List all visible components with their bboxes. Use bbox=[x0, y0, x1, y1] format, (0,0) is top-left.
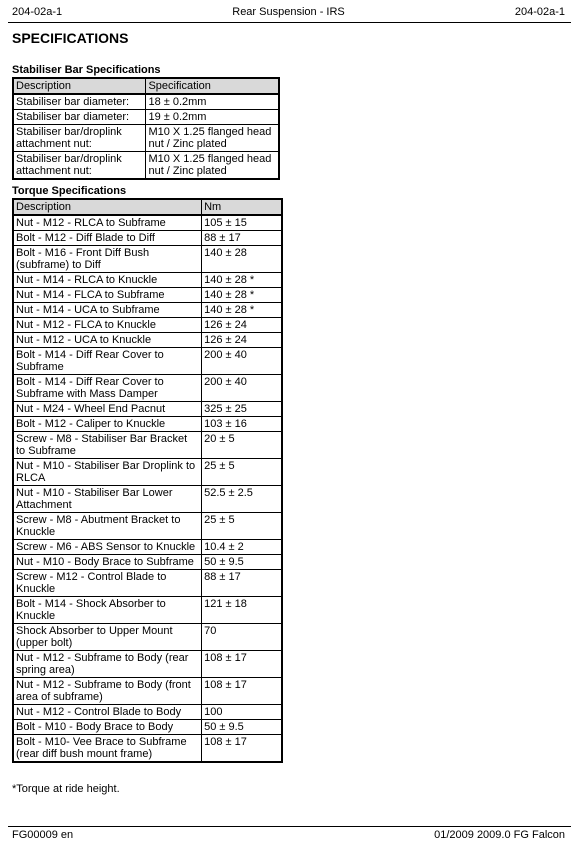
description-cell: Nut - M10 - Body Brace to Subframe bbox=[13, 555, 202, 570]
description-cell: Shock Absorber to Upper Mount (upper bolt) bbox=[13, 624, 202, 651]
description-cell: Stabiliser bar/droplink attachment nut: bbox=[13, 125, 146, 152]
description-cell: Nut - M12 - Subframe to Body (rear spring area) bbox=[13, 651, 202, 678]
value-cell: 100 bbox=[202, 705, 282, 720]
torque-row bbox=[13, 540, 282, 555]
description-cell: Nut - M12 - RLCA to Subframe bbox=[13, 215, 202, 231]
header-left-ref: 204-02a-1 bbox=[12, 6, 63, 18]
torque-row bbox=[13, 215, 282, 231]
stabiliser-heading: Stabiliser Bar Specifications bbox=[12, 64, 161, 76]
page-footer bbox=[12, 829, 565, 843]
description-cell: Nut - M14 - UCA to Subframe bbox=[13, 303, 202, 318]
header-rule bbox=[8, 22, 571, 23]
torque-row bbox=[13, 735, 282, 763]
value-cell: 108 ± 17 bbox=[202, 678, 282, 705]
value-cell: 20 ± 5 bbox=[202, 432, 282, 459]
value-cell: 108 ± 17 bbox=[202, 735, 282, 763]
description-cell: Bolt - M14 - Diff Rear Cover to Subframe bbox=[13, 348, 202, 375]
description-cell: Screw - M6 - ABS Sensor to Knuckle bbox=[13, 540, 202, 555]
value-cell: 200 ± 40 bbox=[202, 348, 282, 375]
value-cell: 88 ± 17 bbox=[202, 570, 282, 597]
footer-rule bbox=[8, 826, 571, 827]
description-cell: Screw - M12 - Control Blade to Knuckle bbox=[13, 570, 202, 597]
description-cell: Bolt - M10- Vee Brace to Subframe (rear diff bush mount frame) bbox=[13, 735, 202, 763]
value-cell: 126 ± 24 bbox=[202, 318, 282, 333]
description-cell: Nut - M14 - FLCA to Subframe bbox=[13, 288, 202, 303]
footer-doc-id: FG00009 en bbox=[12, 829, 74, 841]
column-header: Description bbox=[13, 199, 202, 215]
stabiliser-row bbox=[13, 125, 279, 152]
value-cell: 140 ± 28 * bbox=[202, 303, 282, 318]
torque-table bbox=[12, 198, 283, 763]
torque-row bbox=[13, 624, 282, 651]
header-right-ref: 204-02a-1 bbox=[514, 6, 565, 18]
description-cell: Bolt - M16 - Front Diff Bush (subframe) to Diff bbox=[13, 246, 202, 273]
stabiliser-row bbox=[13, 110, 279, 125]
description-cell: Nut - M10 - Stabiliser Bar Lower Attachment bbox=[13, 486, 202, 513]
value-cell: 50 ± 9.5 bbox=[202, 555, 282, 570]
value-cell: 25 ± 5 bbox=[202, 513, 282, 540]
torque-row bbox=[13, 273, 282, 288]
value-cell: 140 ± 28 bbox=[202, 246, 282, 273]
torque-row bbox=[13, 432, 282, 459]
torque-row bbox=[13, 705, 282, 720]
description-cell: Bolt - M14 - Diff Rear Cover to Subframe with Mass Damper bbox=[13, 375, 202, 402]
torque-row bbox=[13, 459, 282, 486]
column-header: Specification bbox=[146, 78, 279, 94]
torque-row bbox=[13, 678, 282, 705]
torque-row bbox=[13, 333, 282, 348]
torque-row bbox=[13, 651, 282, 678]
header-section-title: Rear Suspension - IRS bbox=[232, 6, 345, 18]
torque-row bbox=[13, 720, 282, 735]
description-cell: Nut - M12 - Subframe to Body (front area of subframe) bbox=[13, 678, 202, 705]
torque-row bbox=[13, 246, 282, 273]
footnote: *Torque at ride height. bbox=[12, 783, 120, 795]
description-cell: Stabiliser bar diameter: bbox=[13, 94, 146, 110]
table-header-row bbox=[13, 78, 279, 94]
torque-row bbox=[13, 318, 282, 333]
description-cell: Nut - M12 - FLCA to Knuckle bbox=[13, 318, 202, 333]
value-cell: 126 ± 24 bbox=[202, 333, 282, 348]
description-cell: Nut - M14 - RLCA to Knuckle bbox=[13, 273, 202, 288]
description-cell: Bolt - M14 - Shock Absorber to Knuckle bbox=[13, 597, 202, 624]
value-cell: 103 ± 16 bbox=[202, 417, 282, 432]
value-cell: 325 ± 25 bbox=[202, 402, 282, 417]
torque-row bbox=[13, 375, 282, 402]
description-cell: Nut - M12 - Control Blade to Body bbox=[13, 705, 202, 720]
value-cell: M10 X 1.25 flanged head nut / Zinc plated bbox=[146, 152, 279, 180]
description-cell: Nut - M12 - UCA to Knuckle bbox=[13, 333, 202, 348]
value-cell: 108 ± 17 bbox=[202, 651, 282, 678]
description-cell: Stabiliser bar diameter: bbox=[13, 110, 146, 125]
torque-heading: Torque Specifications bbox=[12, 185, 127, 197]
value-cell: M10 X 1.25 flanged head nut / Zinc plated bbox=[146, 125, 279, 152]
column-header: Nm bbox=[202, 199, 282, 215]
value-cell: 10.4 ± 2 bbox=[202, 540, 282, 555]
value-cell: 19 ± 0.2mm bbox=[146, 110, 279, 125]
torque-row bbox=[13, 288, 282, 303]
value-cell: 121 ± 18 bbox=[202, 597, 282, 624]
torque-row bbox=[13, 231, 282, 246]
page-header bbox=[12, 6, 565, 22]
torque-row bbox=[13, 417, 282, 432]
torque-row bbox=[13, 597, 282, 624]
value-cell: 18 ± 0.2mm bbox=[146, 94, 279, 110]
value-cell: 52.5 ± 2.5 bbox=[202, 486, 282, 513]
value-cell: 50 ± 9.5 bbox=[202, 720, 282, 735]
torque-row bbox=[13, 555, 282, 570]
value-cell: 70 bbox=[202, 624, 282, 651]
description-cell: Nut - M10 - Stabiliser Bar Droplink to RLCA bbox=[13, 459, 202, 486]
description-cell: Stabiliser bar/droplink attachment nut: bbox=[13, 152, 146, 180]
stabiliser-row bbox=[13, 152, 279, 180]
footer-edition: 01/2009 2009.0 FG Falcon bbox=[434, 829, 565, 841]
description-cell: Bolt - M12 - Caliper to Knuckle bbox=[13, 417, 202, 432]
description-cell: Bolt - M10 - Body Brace to Body bbox=[13, 720, 202, 735]
description-cell: Nut - M24 - Wheel End Pacnut bbox=[13, 402, 202, 417]
stabiliser-table bbox=[12, 77, 280, 180]
torque-row bbox=[13, 303, 282, 318]
page-title: SPECIFICATIONS bbox=[12, 30, 129, 46]
value-cell: 140 ± 28 * bbox=[202, 273, 282, 288]
torque-row bbox=[13, 513, 282, 540]
torque-row bbox=[13, 402, 282, 417]
value-cell: 200 ± 40 bbox=[202, 375, 282, 402]
description-cell: Bolt - M12 - Diff Blade to Diff bbox=[13, 231, 202, 246]
stabiliser-row bbox=[13, 94, 279, 110]
column-header: Description bbox=[13, 78, 146, 94]
description-cell: Screw - M8 - Abutment Bracket to Knuckle bbox=[13, 513, 202, 540]
torque-row bbox=[13, 570, 282, 597]
table-header-row bbox=[13, 199, 282, 215]
value-cell: 88 ± 17 bbox=[202, 231, 282, 246]
value-cell: 105 ± 15 bbox=[202, 215, 282, 231]
value-cell: 25 ± 5 bbox=[202, 459, 282, 486]
description-cell: Screw - M8 - Stabiliser Bar Bracket to Subframe bbox=[13, 432, 202, 459]
torque-row bbox=[13, 348, 282, 375]
torque-row bbox=[13, 486, 282, 513]
value-cell: 140 ± 28 * bbox=[202, 288, 282, 303]
